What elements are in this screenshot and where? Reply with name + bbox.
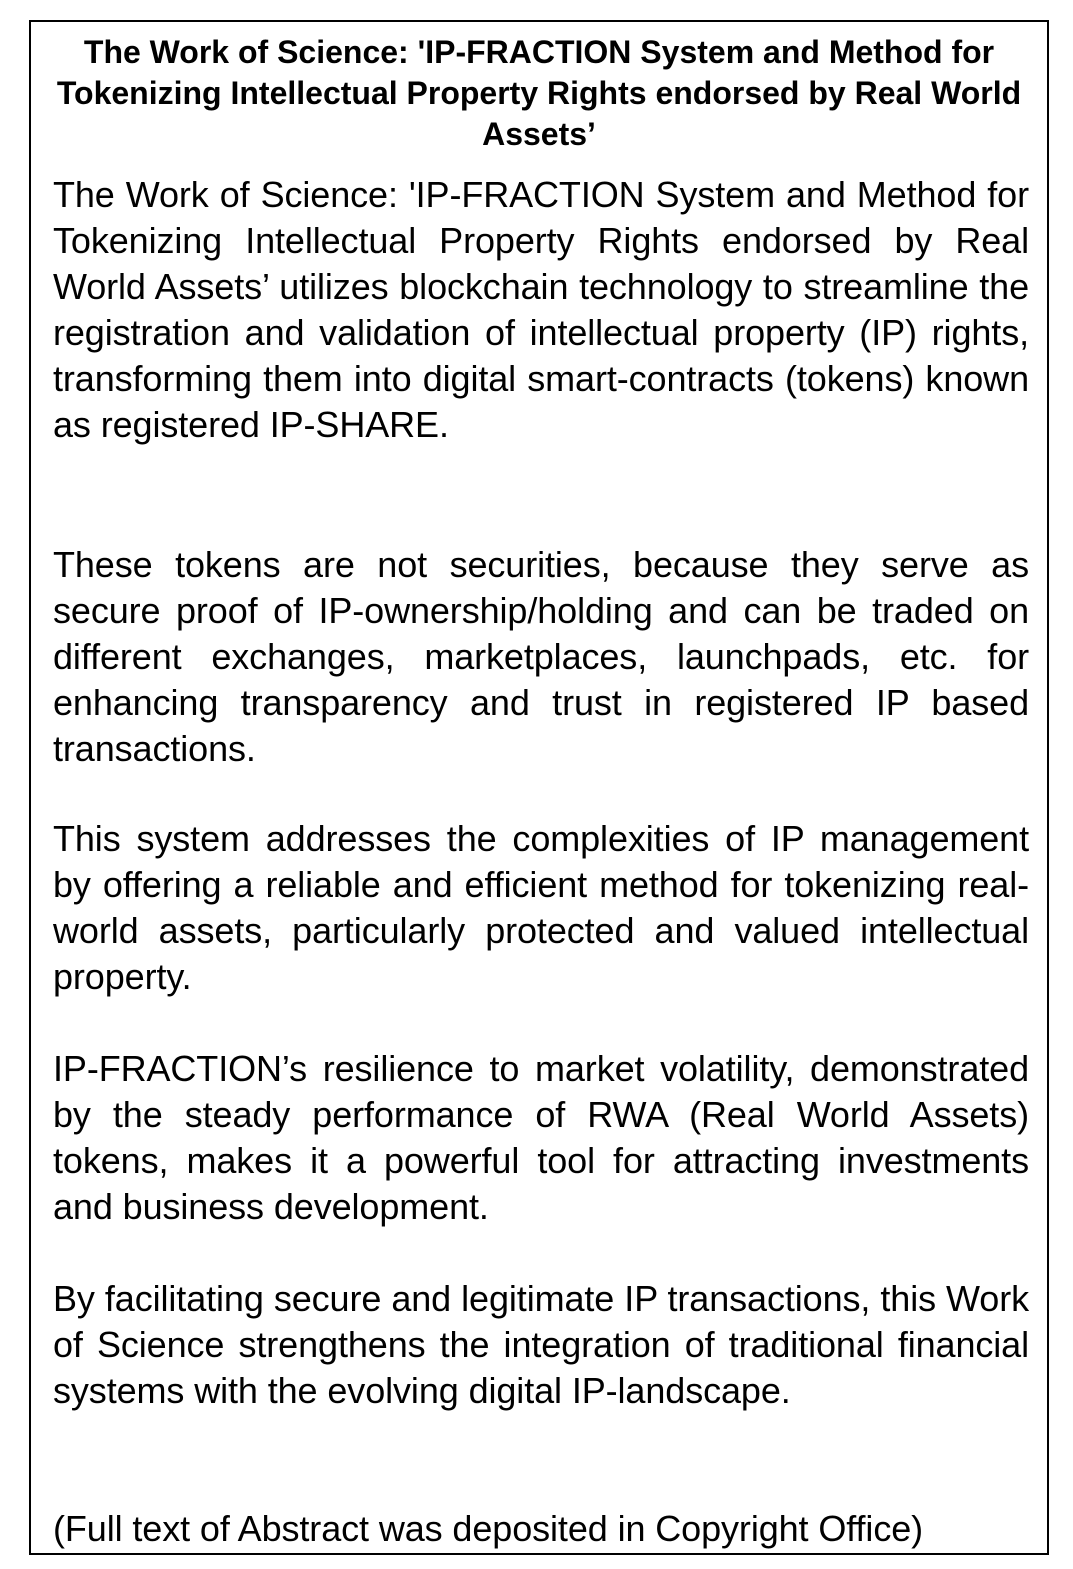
- abstract-paragraph-1: The Work of Science: 'IP-FRACTION System and Method for Tokenizing Intellectual Property Rights endorsed by Real World Assets’ utilizes blockchain technology to streamline the registration and validation of intellectual property (IP) rights, transforming them into digital smart-contracts (tokens) known as registered IP-SHARE.: [53, 174, 1029, 445]
- abstract-paragraph-3: This system addresses the complexities of IP management by offering a reliable and efficient method for tokenizing real-world assets, particularly protected and valued intellectual property.: [53, 818, 1029, 997]
- abstract-paragraph-5: By facilitating secure and legitimate IP transactions, this Work of Science strengthens the integration of traditional financial systems with the evolving digital IP-landscape.: [53, 1278, 1029, 1411]
- abstract-paragraph-2: These tokens are not securities, because they serve as secure proof of IP-ownership/holding and can be traded on different exchanges, marketplaces, launchpads, etc. for enhancing transparency and trust in registered IP based transactions.: [53, 544, 1029, 769]
- document-title: The Work of Science: 'IP-FRACTION System and Method for Tokenizing Intellectual Property Rights endorsed by Real World Assets’: [56, 34, 1022, 152]
- abstract-frame: [29, 20, 1049, 1555]
- abstract-paragraph-4: IP-FRACTION’s resilience to market volatility, demonstrated by the steady performance of RWA (Real World Assets) tokens, makes it a powerful tool for attracting investments and business development.: [53, 1048, 1029, 1227]
- copyright-footer-note: (Full text of Abstract was deposited in Copyright Office): [53, 1508, 924, 1549]
